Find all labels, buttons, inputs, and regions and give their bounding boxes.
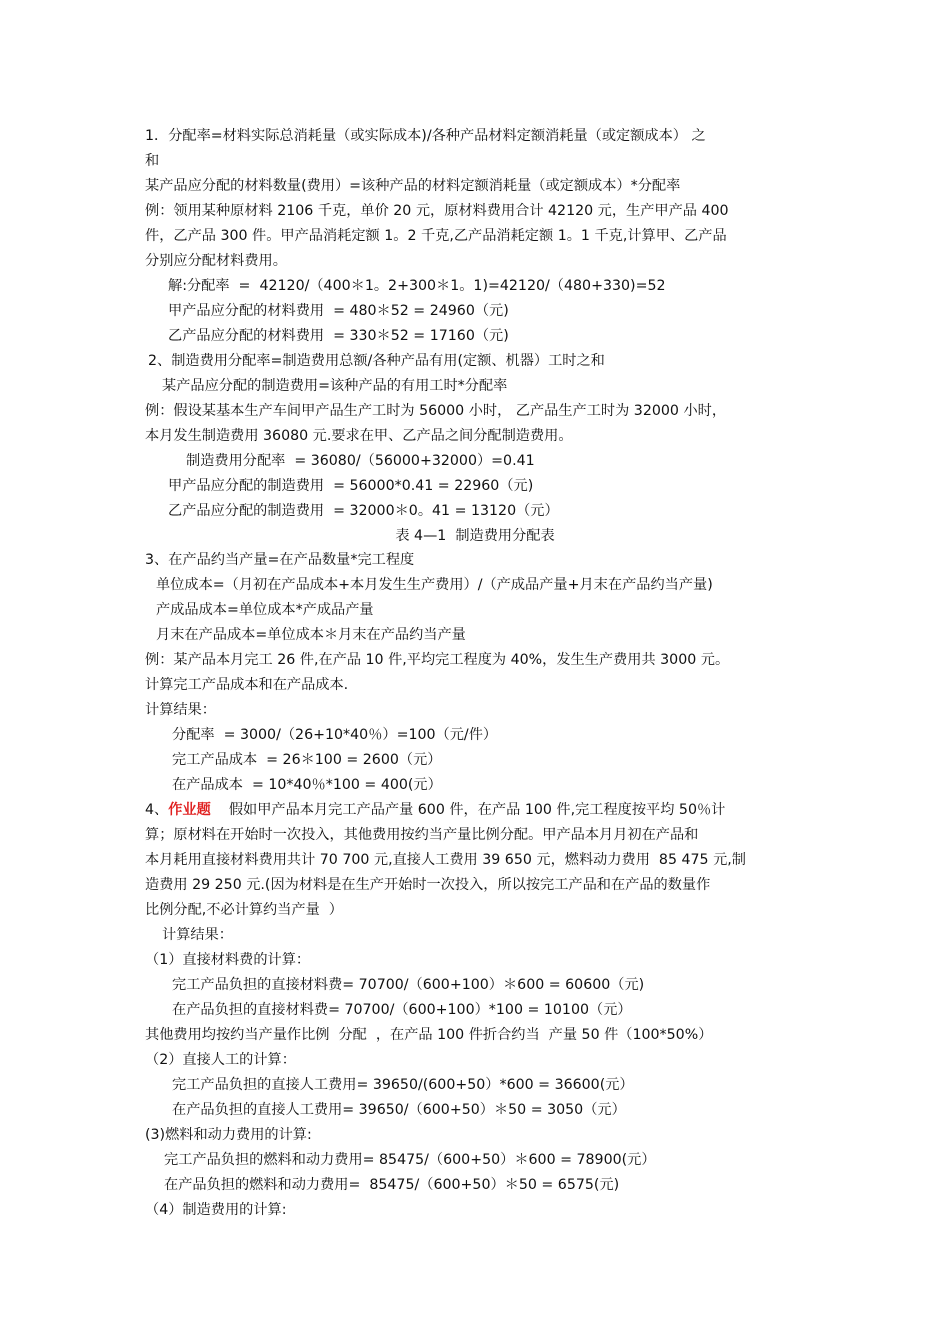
formula-3-line-1: 3、在产品约当产量=在产品数量*完工程度 — [145, 552, 415, 568]
example-1-line-1: 例：领用某种原材料 2106 千克，单价 20 元，原材料费用合计 42120 元，生产甲产品 400 — [145, 203, 729, 219]
step-2-line-1: 完工产品负担的直接人工费用= 39650/(600+50）*600 = 36600(元） — [172, 1077, 634, 1093]
example-2-line-2: 本月发生制造费用 36080 元.要求在甲、乙产品之间分配制造费用。 — [145, 428, 573, 444]
formula-3-line-4: 月末在产品成本=单位成本＊月末在产品约当产量 — [156, 627, 466, 643]
solution-2-line-3: 乙产品应分配的制造费用 = 32000＊0。41 = 13120（元） — [168, 503, 559, 519]
step-3-heading: (3)燃料和动力费用的计算: — [145, 1127, 312, 1143]
step-4-heading: （4）制造费用的计算: — [145, 1202, 287, 1218]
homework-line-5: 比例分配,不必计算约当产量 ） — [145, 902, 343, 918]
solution-2-line-1: 制造费用分配率 = 36080/（56000+32000）=0.41 — [186, 453, 535, 469]
formula-3-line-3: 产成品成本=单位成本*产成品产量 — [156, 602, 374, 618]
section-4-number: 4、 — [145, 802, 169, 818]
formula-3-line-2: 单位成本=（月初在产品成本+本月发生生产费用）/（产成品产量+月末在产品约当产量) — [156, 577, 713, 593]
step-2-line-2: 在产品负担的直接人工费用= 39650/（600+50）＊50 = 3050（元） — [172, 1102, 626, 1118]
step-3-line-1: 完工产品负担的燃料和动力费用= 85475/（600+50）＊600 = 78900(元） — [164, 1152, 656, 1168]
solution-1-line-1: 解:分配率 = 42120/（400＊1。2+300＊1。1)=42120/（480+330)=52 — [168, 278, 666, 294]
homework-label: 作业题 — [168, 802, 211, 818]
example-3-line-1: 例：某产品本月完工 26 件,在产品 10 件,平均完工程度为 40%，发生生产费用共 3000 元。 — [145, 652, 730, 668]
homework-line-2: 算；原材料在开始时一次投入，其他费用按约当产量比例分配。甲产品本月月初在产品和 — [145, 827, 699, 843]
example-3-line-2: 计算完工产品成本和在产品成本. — [145, 677, 349, 693]
result-3-line-2: 完工产品成本 = 26＊100 = 2600（元） — [172, 752, 442, 768]
step-1-heading: （1）直接材料费的计算： — [145, 952, 311, 968]
step-3-line-2: 在产品负担的燃料和动力费用= 85475/（600+50）＊50 = 6575(元) — [164, 1177, 620, 1193]
formula-line-1: 1．分配率=材料实际总消耗量（或实际成本)/各种产品材料定额消耗量（或定额成本） 之 — [145, 128, 706, 144]
result-3-heading: 计算结果： — [145, 702, 216, 718]
solution-1-line-3: 乙产品应分配的材料费用 = 330＊52 = 17160（元) — [168, 328, 509, 344]
homework-line-1 — [145, 798, 725, 822]
formula-line-1-cont: 和 — [145, 153, 160, 169]
example-1-line-3: 分别应分配材料费用。 — [145, 253, 287, 269]
step-1-line-1: 完工产品负担的直接材料费= 70700/（600+100）＊600 = 60600（元) — [172, 977, 645, 993]
equivalent-output-note: 其他费用均按约当产量作比例 分配 ，在产品 100 件折合约当 产量 50 件（100*50%） — [145, 1027, 713, 1043]
result-4-heading: 计算结果： — [162, 927, 233, 943]
table-caption: 表 4—1 制造费用分配表 — [395, 528, 555, 544]
result-3-line-3: 在产品成本 = 10*40％*100 = 400(元） — [172, 777, 442, 793]
step-2-heading: （2）直接人工的计算： — [145, 1052, 296, 1068]
formula-2-line-2: 某产品应分配的制造费用=该种产品的有用工时*分配率 — [162, 378, 508, 394]
solution-2-line-2: 甲产品应分配的制造费用 = 56000*0.41 = 22960（元) — [168, 478, 534, 494]
homework-line-4: 造费用 29 250 元.(因为材料是在生产开始时一次投入，所以按完工产品和在产品的数量作 — [145, 877, 711, 893]
homework-line-3: 本月耗用直接材料费用共计 70 700 元,直接人工费用 39 650 元，燃料动力费用 85 475 元,制 — [145, 852, 746, 868]
solution-1-line-2: 甲产品应分配的材料费用 = 480＊52 = 24960（元) — [168, 303, 509, 319]
homework-text: 假如甲产品本月完工产品产量 600 件，在产品 100 件,完工程度按平均 50％计 — [210, 802, 726, 818]
formula-line-2: 某产品应分配的材料数量(费用）=该种产品的材料定额消耗量（或定额成本）*分配率 — [145, 178, 681, 194]
example-2-line-1: 例：假设某基本生产车间甲产品生产工时为 56000 小时， 乙产品生产工时为 32000 小时， — [145, 403, 727, 419]
formula-2-line-1: 2、制造费用分配率=制造费用总额/各种产品有用(定额、机器）工时之和 — [148, 353, 605, 369]
step-1-line-2: 在产品负担的直接材料费= 70700/（600+100）*100 = 10100（元） — [172, 1002, 632, 1018]
result-3-line-1: 分配率 = 3000/（26+10*40％）=100（元/件） — [172, 727, 498, 743]
example-1-line-2: 件，乙产品 300 件。甲产品消耗定额 1。2 千克,乙产品消耗定额 1。1 千克,计算甲、乙产品 — [145, 228, 727, 244]
